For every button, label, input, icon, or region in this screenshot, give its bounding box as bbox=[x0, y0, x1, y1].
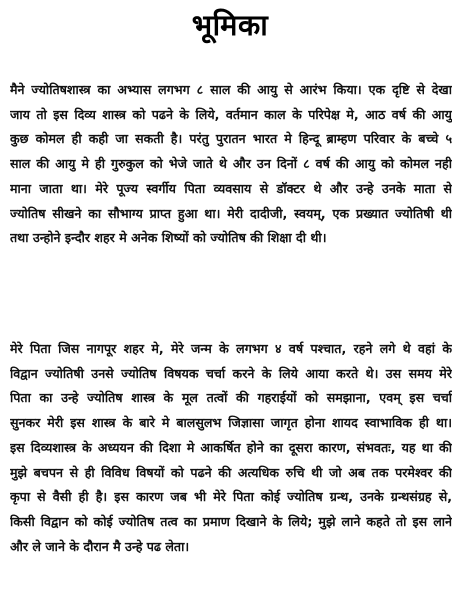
paragraph-line: सुनकर मेरी इस शास्त्र के बारे मे बालसुलभ जिज्ञासा जागृत होना शायद स्वाभाविक ही था। bbox=[10, 415, 452, 431]
paragraph-1 bbox=[10, 78, 452, 251]
paragraph-line: ज्योतिष सीखने का सौभाग्य प्राप्त हुआ था। मेरी दादीजी, स्वयम्, एक प्रख्यात ज्योतिषी थी bbox=[10, 205, 452, 221]
paragraph-line: मेरे पिता जिस नागपूर शहर मे, मेरे जन्म के लगभग ४ वर्ष पश्चात, रहने लगे थे वहां के bbox=[10, 341, 452, 356]
paragraph-line: माना जाता था। मेरे पूज्य स्वर्गीय पिता व्यवसाय से डॉक्टर थे और उन्हे उनके माता से bbox=[10, 180, 452, 196]
paragraph-line: जाय तो इस दिव्य शास्त्र को पढने के लिये, वर्तमान काल के परिपेक्ष मे, आठ वर्ष की आयु bbox=[10, 106, 452, 122]
paragraph-line: पिता का उन्हे ज्योतिष शास्त्र के मूल तत्वों की गहराईयों को समझाना, एवम् इस चर्चा bbox=[10, 390, 452, 406]
paragraph-line: साल की आयु मे ही गुरुकुल को भेजे जाते थे और उन दिनों ८ वर्ष की आयु को कोमल नही bbox=[10, 156, 452, 172]
paragraph-line: विद्वान ज्योतिषी उनसे ज्योतिष विषयक चर्चा करने के लिये आया करते थे। उस समय मेरे bbox=[10, 365, 452, 381]
paragraph-line: इस दिव्यशास्त्र के अध्ययन की दिशा मे आकर्षित होने का दूसरा कारण, संभवतः, यह था की bbox=[10, 439, 452, 455]
paragraph-2 bbox=[10, 337, 452, 559]
page-title: भूमिका bbox=[191, 8, 269, 42]
paragraph-line: किसी विद्वान को कोई ज्योतिष तत्व का प्रमाण दिखाने के लिये; मुझे लाने कहते तो इस लाने bbox=[10, 513, 452, 529]
paragraph-line: तथा उन्होने इन्दौर शहर मे अनेक शिष्यों को ज्योतिष की शिक्षा दी थी। bbox=[10, 230, 327, 246]
paragraph-line: मुझे बचपन से ही विविध विषयों को पढने की अत्यधिक रुचि थी जो अब तक परमेश्वर की bbox=[10, 464, 452, 480]
paragraph-line: और ले जाने के दौरान मै उन्हे पढ लेता। bbox=[10, 538, 190, 554]
paragraph-line: कृपा से वैसी ही है। इस कारण जब भी मेरे पिता कोई ज्योतिष ग्रन्थ, उनके ग्रन्थसंग्रह से, bbox=[10, 489, 452, 505]
paragraph-line: मैने ज्योतिषशास्त्र का अभ्यास लगभग ८ साल की आयु से आरंभ किया। एक दृष्टि से देखा bbox=[10, 82, 452, 97]
paragraph-line: कुछ कोमल ही कही जा सकती है। परंतु पुरातन भारत मे हिन्दू ब्राम्हण परिवार के बच्चे ५ bbox=[10, 131, 452, 147]
